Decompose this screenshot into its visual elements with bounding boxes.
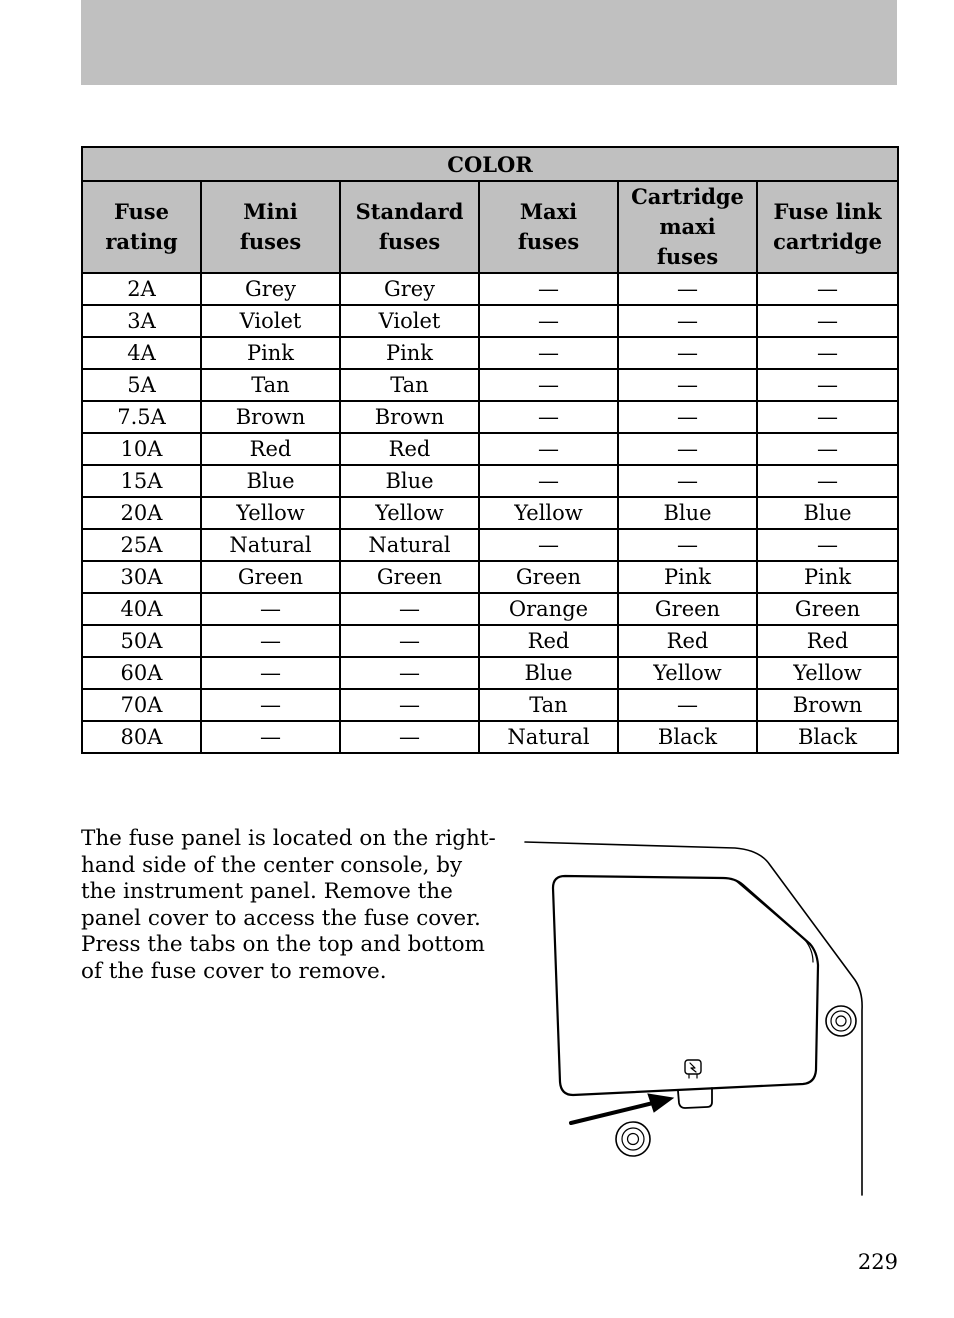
table-cell: Blue [340,465,479,497]
table-cell: 10A [82,433,201,465]
header-band [81,0,897,85]
table-cell: — [618,337,757,369]
table-cell: Yellow [618,657,757,689]
table-cell: Yellow [340,497,479,529]
fuse-table-body [82,273,898,753]
table-cell: Natural [479,721,618,753]
table-row [82,401,898,433]
table-cell: — [618,465,757,497]
column-header-maxi-fuses: Maxi fuses [479,181,618,273]
table-cell: — [618,273,757,305]
table-row [82,657,898,689]
table-row [82,593,898,625]
table-cell: Pink [201,337,340,369]
screw-left-mid [622,1128,644,1150]
table-cell: Blue [201,465,340,497]
table-cell: Pink [618,561,757,593]
table-cell: — [757,433,898,465]
table-cell: — [479,433,618,465]
table-cell: Blue [479,657,618,689]
table-cell: Green [479,561,618,593]
table-cell: Red [618,625,757,657]
table-cell: Natural [201,529,340,561]
screw-right-mid [831,1011,851,1031]
table-cell: 20A [82,497,201,529]
table-cell: — [201,593,340,625]
table-cell: — [479,369,618,401]
table-cell: — [479,465,618,497]
table-cell: Red [479,625,618,657]
table-cell: Green [340,561,479,593]
console-outline [525,842,862,1195]
table-cell: Grey [201,273,340,305]
table-cell: Natural [340,529,479,561]
table-cell: Blue [757,497,898,529]
fuse-symbol-icon [685,1060,701,1074]
table-row [82,721,898,753]
table-cell: — [340,721,479,753]
table-cell: Tan [340,369,479,401]
table-cell: 7.5A [82,401,201,433]
table-cell: Red [757,625,898,657]
table-row [82,625,898,657]
table-cell: 40A [82,593,201,625]
table-cell: Violet [340,305,479,337]
table-cell: — [479,337,618,369]
table-cell: — [618,433,757,465]
table-cell: 5A [82,369,201,401]
screw-left-inner [628,1134,639,1145]
table-cell: — [618,369,757,401]
pointer-arrow-line [571,1103,653,1123]
table-cell: Yellow [201,497,340,529]
column-header-cartridge-maxi-fuses: Cartridge maxi fuses [618,181,757,273]
table-cell: 2A [82,273,201,305]
table-cell: — [757,273,898,305]
cover-tab [678,1088,712,1108]
table-cell: Yellow [757,657,898,689]
table-cell: Blue [618,497,757,529]
column-header-mini-fuses: Mini fuses [201,181,340,273]
panel-cover-edge [735,880,813,962]
table-cell: Pink [340,337,479,369]
table-cell: — [201,721,340,753]
table-row [82,561,898,593]
table-cell: Tan [479,689,618,721]
table-cell: — [201,657,340,689]
table-cell: 60A [82,657,201,689]
table-row [82,433,898,465]
table-row [82,689,898,721]
table-cell: — [479,529,618,561]
table-cell: — [340,657,479,689]
table-cell: Violet [201,305,340,337]
color-group-header: COLOR [82,147,898,181]
table-cell: Orange [479,593,618,625]
table-cell: 25A [82,529,201,561]
table-cell: — [479,273,618,305]
table-row [82,529,898,561]
table-cell: — [340,593,479,625]
table-cell: 15A [82,465,201,497]
table-cell: — [618,689,757,721]
table-cell: — [201,689,340,721]
fuse-panel-instructions: The fuse panel is located on the right-hand side of the center console, by the instrument panel. Remove the panel cover to access the fuse cover. Press the tabs on the top and bottom of the fuse cover to remove. [81,826,496,984]
table-row [82,273,898,305]
table-cell: — [757,465,898,497]
screw-right-inner [836,1016,846,1026]
table-cell: — [479,305,618,337]
table-row [82,369,898,401]
table-cell: — [757,337,898,369]
table-cell: 30A [82,561,201,593]
screw-left-outer [616,1122,650,1156]
table-cell: 50A [82,625,201,657]
fuse-color-table [81,146,899,754]
table-cell: Black [757,721,898,753]
table-cell: Yellow [479,497,618,529]
table-cell: — [618,401,757,433]
table-cell: Brown [340,401,479,433]
table-cell: 4A [82,337,201,369]
table-cell: Black [618,721,757,753]
table-cell: — [201,625,340,657]
table-cell: — [618,529,757,561]
table-row [82,305,898,337]
page-number: 229 [857,1250,898,1274]
table-cell: — [340,689,479,721]
table-cell: 70A [82,689,201,721]
table-row [82,497,898,529]
table-cell: Green [757,593,898,625]
table-cell: 80A [82,721,201,753]
table-cell: Tan [201,369,340,401]
table-cell: Pink [757,561,898,593]
column-header-fuse-link-cartridge: Fuse link cartridge [757,181,898,273]
table-cell: — [618,305,757,337]
table-cell: — [479,401,618,433]
table-cell: Red [340,433,479,465]
table-cell: — [757,401,898,433]
table-cell: 3A [82,305,201,337]
table-cell: — [757,529,898,561]
table-cell: Green [201,561,340,593]
table-cell: — [757,369,898,401]
table-cell: Red [201,433,340,465]
fuse-panel-illustration [515,830,875,1205]
table-cell: Grey [340,273,479,305]
table-cell: — [340,625,479,657]
column-header-standard-fuses: Standard fuses [340,181,479,273]
table-row [82,465,898,497]
table-cell: — [757,305,898,337]
table-cell: Brown [757,689,898,721]
column-header-fuse-rating: Fuse rating [82,181,201,273]
table-cell: Brown [201,401,340,433]
table-row [82,337,898,369]
table-cell: Green [618,593,757,625]
pointer-arrow-head [648,1094,673,1112]
